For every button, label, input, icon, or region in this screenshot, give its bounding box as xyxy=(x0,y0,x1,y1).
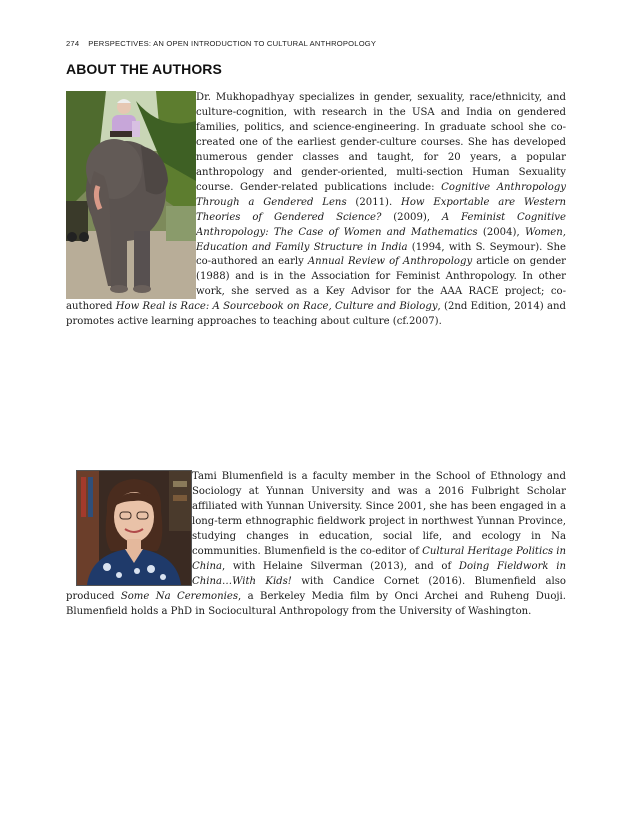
bio-lead-text: Tami Blumenfield is a faculty member in the School of Ethnology and Sociology at Yunnan University and was a 2016 Fulbright Scholar affiliated with Yunnan University. Since 2001, she has been engaged in a long-term ethnographic fieldwork project in northwest Yunnan Province, studying changes in education, social life, and ecology in Na communities. Blumenfield is the co-editor of xyxy=(192,471,566,557)
bio-text-segment: (2009), xyxy=(381,211,442,223)
publication-title: How Real is Race: A Sourcebook on Race, Culture and Biology xyxy=(115,301,438,313)
publication-title: Some Na Ceremonies xyxy=(120,590,239,602)
book-title: PERSPECTIVES: AN OPEN INTRODUCTION TO CULTURAL ANTHROPOLOGY xyxy=(88,39,377,48)
elephant-rider-photo-icon xyxy=(66,91,196,299)
publication-title: A Feminist Cognitive Anthropology: The Case of Women and Mathematics xyxy=(196,211,566,238)
publication-title: How Exportable are Western Theories of Gendered Science? xyxy=(196,196,566,223)
publication-title: Annual Review of Anthropology xyxy=(307,256,473,268)
publication-title: Cultural Heritage Politics in China xyxy=(192,545,566,572)
author-bio-blumenfield xyxy=(66,470,566,620)
publication-title: Cognitive Anthropology Through a Gendered Lens xyxy=(196,181,566,208)
bio-lead-text: Dr. Mukhopadhyay specializes in gender, sexuality, race/ethnicity, and culture-cognition, with research in the USA and India on gendered families, politics, and science-engineering. In graduate school she co-created one of the earliest gender-culture courses. She has developed numerous gender classes and taught, for 20 years, a popular anthropology and gender-oriented, multi-section Human Sexuality course. Gender-related publications include: xyxy=(196,92,566,193)
author-bio-mukhopadhyay xyxy=(66,91,566,330)
bio-text-segment: with Candice Cornet (2016). Blumenfield also produced xyxy=(66,575,566,602)
running-head xyxy=(66,39,376,48)
bio-text-segment: (1994, with S. Seymour). She co-authored an early xyxy=(196,241,567,268)
author-portrait-photo-icon xyxy=(76,470,192,586)
publication-title: Women, Education and Family Structure in India xyxy=(196,226,566,253)
bio-text-segment: (2004), xyxy=(477,226,525,238)
bio-text-segment: , a Berkeley Media film by Onci Archei and Ruheng Duoji. Blumenfield holds a PhD in Sociocultural Anthropology from the University of Washington. xyxy=(66,590,566,617)
section-title: ABOUT THE AUTHORS xyxy=(66,61,222,77)
bio-text-segment: (2011). xyxy=(346,196,402,208)
bio-text-segment: , with Helaine Silverman (2013), and of xyxy=(221,560,459,572)
bio-text-segment: , (2nd Edition, 2014) and promotes active learning approaches to teaching about culture (cf.2007). xyxy=(66,301,566,328)
bio-text-segment: article on gender (1988) and is in the Association for Feminist Anthropology. In other work, she served as a Key Advisor for the AAA RACE project; co-authored xyxy=(66,256,567,313)
page-number: 274 xyxy=(66,39,80,48)
publication-title: Doing Fieldwork in China…With Kids! xyxy=(192,560,566,587)
